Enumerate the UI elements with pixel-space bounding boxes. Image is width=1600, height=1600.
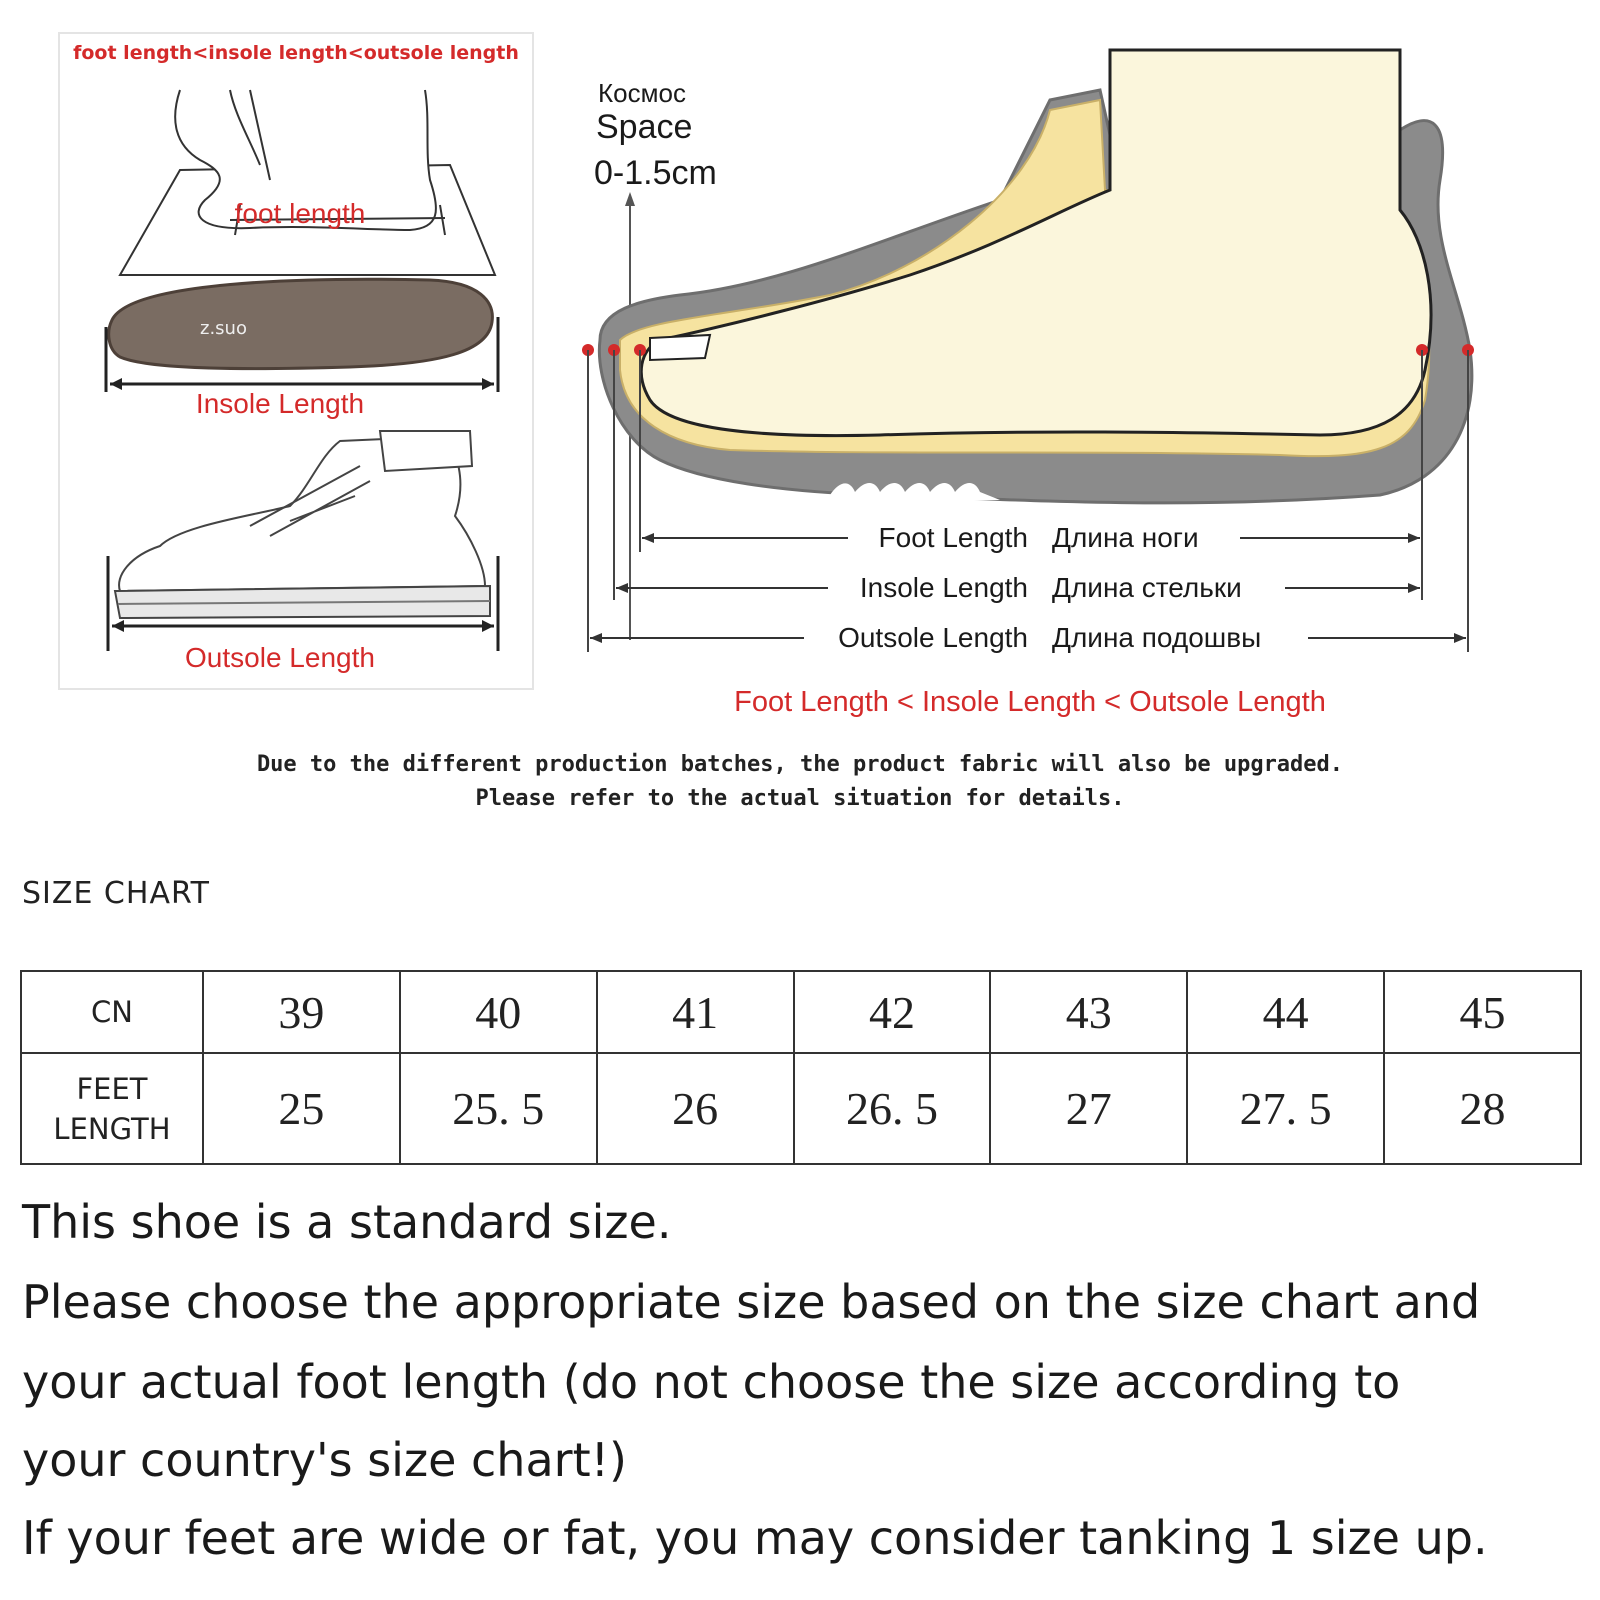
space-label-ru: Космос (598, 78, 686, 108)
feet-length-cell: 27 (990, 1053, 1187, 1164)
insole-length-label: Insole Length (195, 388, 365, 419)
feet-length-header-line1: FEET (76, 1071, 148, 1106)
description-line5: If your feet are wide or fat, you may consider tanking 1 size up. (22, 1511, 1488, 1565)
outsole-length-ru: Длина подошвы (1052, 622, 1262, 653)
size-chart-title: SIZE CHART (22, 876, 210, 911)
length-comparison: Foot Length < Insole Length < Outsole Length (734, 686, 1326, 718)
description-line2: Please choose the appropriate size based on the size chart and (22, 1275, 1481, 1329)
description-line1: This shoe is a standard size. (22, 1195, 672, 1249)
description-line4: your country's size chart!) (22, 1433, 627, 1487)
production-note-line2: Please refer to the actual situation for details. (475, 786, 1125, 811)
cn-header: CN (21, 971, 203, 1053)
cn-cell: 40 (400, 971, 597, 1053)
insole-length-ru: Длина стельки (1052, 572, 1242, 603)
table-row-feet-length (21, 1053, 1581, 1164)
boot-illustration (100, 426, 510, 656)
outsole-length-label: Outsole Length (185, 642, 375, 673)
insole-length-en: Insole Length (859, 572, 1028, 603)
feet-length-cell: 25. 5 (400, 1053, 597, 1164)
cn-cell: 39 (203, 971, 400, 1053)
production-note-line1: Due to the different production batches, the product fabric will also be upgraded. (256, 752, 1344, 777)
feet-length-cell: 25 (203, 1053, 400, 1164)
size-chart-table (20, 970, 1582, 1165)
feet-length-header-line2: LENGTH (53, 1111, 171, 1146)
insole-illustration (100, 272, 510, 402)
measurement-guide-panel (58, 32, 534, 690)
feet-length-header (21, 1053, 203, 1164)
cn-cell: 41 (597, 971, 794, 1053)
foot-measure-illustration (110, 70, 510, 280)
feet-length-cell: 26. 5 (794, 1053, 991, 1164)
shoe-cross-section-diagram (580, 40, 1510, 670)
cn-cell: 43 (990, 971, 1187, 1053)
foot-length-en: Foot Length (878, 522, 1028, 553)
outsole-length-en: Outsole Length (838, 622, 1028, 653)
feet-length-cell: 28 (1384, 1053, 1581, 1164)
description-line3: your actual foot length (do not choose the size according to (22, 1355, 1401, 1409)
panel-title: foot length<insole length<outsole length (73, 42, 519, 64)
cn-cell: 45 (1384, 971, 1581, 1053)
foot-length-label: foot length (234, 198, 366, 229)
feet-length-cell: 26 (597, 1053, 794, 1164)
space-label-en: Space (596, 108, 693, 146)
feet-length-cell: 27. 5 (1187, 1053, 1384, 1164)
cn-cell: 42 (794, 971, 991, 1053)
table-row-cn (21, 971, 1581, 1053)
cn-cell: 44 (1187, 971, 1384, 1053)
foot-length-ru: Длина ноги (1052, 522, 1199, 553)
space-value: 0-1.5cm (594, 154, 717, 192)
insole-brand-text: z.suo (200, 318, 247, 339)
